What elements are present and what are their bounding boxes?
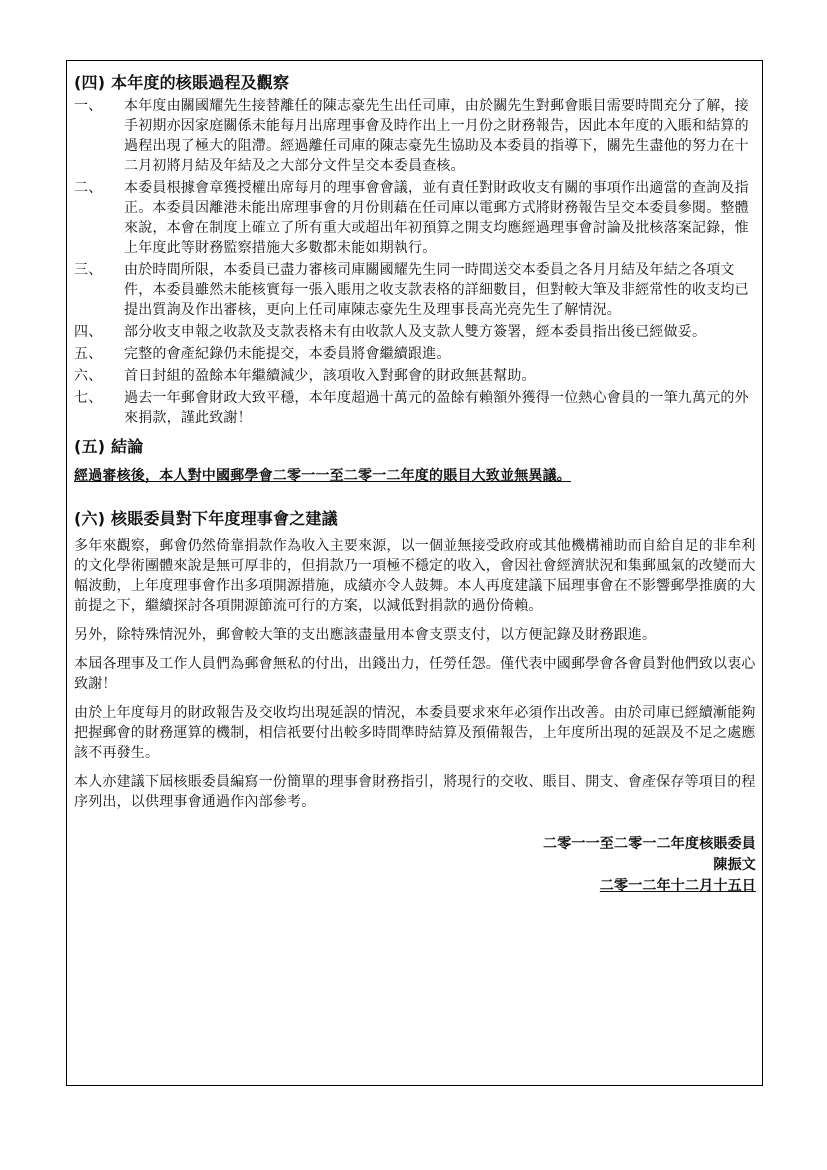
section-5-title: (五) 結論 [74, 437, 144, 456]
item-text: 由於時間所限，本委員已盡力審核司庫關國耀先生同一時間送交本委員之各月月結及年結之各項文件，本委員雖然未能核實每一張入賬用之收支款表格的詳細數目，但對較大筆及非經常性的收支均已提出質詢及作出審核，更向上任司庫陳志豪先生及理事長高光亮先生了解情況。 [124, 262, 749, 318]
signature-title: 二零一一至二零一二年度核賬委員 [543, 836, 756, 852]
item-text: 過去一年郵會財政大致平穩，本年度超過十萬元的盈餘有賴額外獲得一位熱心會員的一筆九萬元的外來捐款，謹此致謝！ [124, 390, 749, 426]
signature-block [74, 834, 756, 897]
item-number: 一、 [74, 98, 103, 114]
item-text: 本委員根據會章獲授權出席每月的理事會會議，並有責任對財政收支有關的事項作出適當的查詢及指正。本委員因離港未能出席理事會的月份則藉在任司庫以電郵方式將財務報告呈交本委員參閱。整體來說，本會在制度上確立了所有重大或超出年初預算之開支均應經過理事會討論及批核落案記錄，惟上年度此等財務監察措施大多數都未能如期執行。 [124, 180, 749, 256]
list-item [74, 322, 756, 342]
item-text: 首日封組的盈餘本年繼續減少，該項收入對郵會的財政無甚幫助。 [124, 368, 536, 384]
item-number: 三、 [74, 262, 103, 278]
section-6-title: (六) 核賬委員對下年度理事會之建議 [74, 509, 338, 528]
section-4-list [74, 96, 756, 428]
item-number: 四、 [74, 324, 103, 340]
recommendation-paragraph: 多年來觀察，郵會仍然倚靠捐款作為收入主要來源，以一個並無接受政府或其他機構補助而自給自足的非牟利的文化學術團體來說是無可厚非的，但捐款乃一項極不穩定的收入，會因社會經濟狀況和集郵風氣的改變而大幅波動，上年度理事會作出多項開源措施，成績亦令人鼓舞。本人再度建議下屆理事會在不影響郵學推廣的大前提之下，繼續探討各項開源節流可行的方案，以減低對捐款的過份倚賴。 [74, 538, 756, 614]
item-number: 二、 [74, 180, 103, 196]
recommendation-paragraph: 由於上年度每月的財政報告及交收均出現延誤的情況，本委員要求來年必須作出改善。由於司庫已經續漸能夠把握郵會的財務運算的機制，相信祇要付出較多時間準時結算及預備報告，上年度所出現的延誤及不足之處應該不再發生。 [74, 705, 756, 761]
item-number: 六、 [74, 368, 103, 384]
item-number: 五、 [74, 346, 103, 362]
item-number: 七、 [74, 390, 103, 406]
list-item [74, 96, 756, 176]
list-item [74, 388, 756, 428]
list-item [74, 366, 756, 386]
item-text: 完整的會產紀錄仍未能提交，本委員將會繼續跟進。 [124, 346, 451, 362]
item-text: 部分收支申報之收款及支款表格未有由收款人及支款人雙方簽署，經本委員指出後已經做妥。 [124, 324, 707, 340]
list-item [74, 178, 756, 258]
section-4-title: (四) 本年度的核賬過程及觀察 [74, 73, 290, 92]
signature-name: 陳振文 [713, 857, 756, 873]
recommendation-paragraph: 另外，除特殊情況外，郵會較大筆的支出應該盡量用本會支票支付，以方便記錄及財務跟進。 [74, 627, 657, 643]
list-item [74, 260, 756, 320]
conclusion-text: 經過審核後，本人對中國郵學會二零一一至二零一二年度的賬目大致並無異議。 [74, 468, 571, 484]
report-content [74, 66, 756, 897]
list-item [74, 344, 756, 364]
signature-date: 二零一二年十二月十五日 [599, 878, 756, 894]
recommendation-paragraph: 本屆各理事及工作人員們為郵會無私的付出，出錢出力，任勞任怨。僅代表中國郵學會各會員對他們致以衷心致謝！ [74, 656, 756, 692]
recommendation-paragraph: 本人亦建議下屆核賬委員編寫一份簡單的理事會財務指引，將現行的交收、賬目、開支、會產保存等項目的程序列出，以供理事會通過作內部參考。 [74, 774, 756, 810]
item-text: 本年度由關國耀先生接替離任的陳志豪先生出任司庫，由於關先生對郵會賬目需要時間充分了解，接手初期亦因家庭關係未能每月出席理事會及時作出上一月份之財務報告，因此本年度的入賬和結算的過程出現了極大的阻滯。經過離任司庫的陳志豪先生協助及本委員的指導下，關先生盡他的努力在十二月初將月結及年結及之大部分文件呈交本委員查核。 [124, 98, 749, 174]
